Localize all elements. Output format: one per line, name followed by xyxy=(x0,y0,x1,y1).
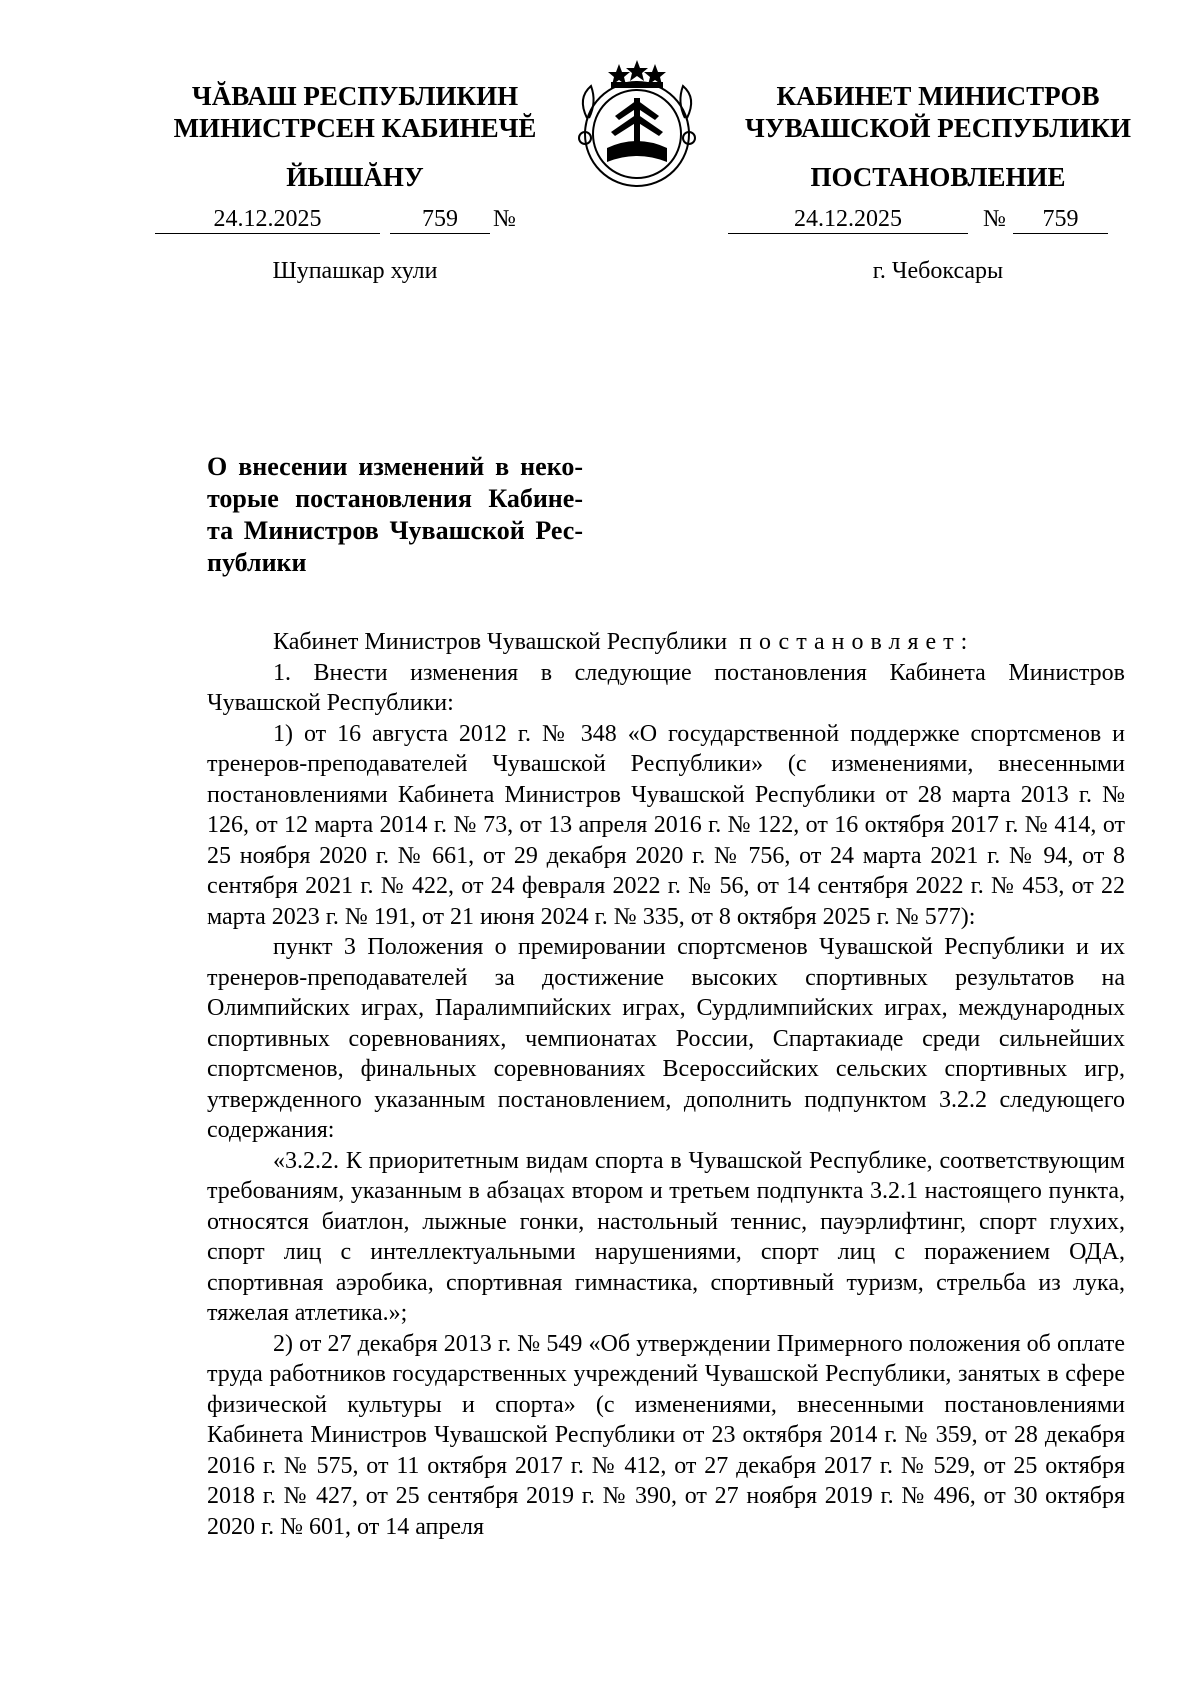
preamble-decree-word: постановляет: xyxy=(739,629,975,655)
subject-line: публики xyxy=(207,548,307,577)
left-city: Шупашкар хули xyxy=(272,258,438,284)
left-number-sign: № xyxy=(493,206,516,232)
preamble-text: Кабинет Министров Чувашской Республики xyxy=(273,629,728,655)
paragraph-4: «3.2.2. К приоритетным видам спорта в Чувашской Республике, соответствующим требованиям, указанным в абзацах втором и третьем подпункта 3.2.1 настоящего пункта, относятся биатлон, лыжные гонки, настольный теннис, пауэрлифтинг, спорт глухих, спорт лиц с интеллектуальными нарушениями, спорт лиц с поражением ОДА, спортивная аэробика, спортивная гимнастика, спортивный туризм, стрельба из лука, тяжелая атлетика.»; xyxy=(207,1147,1125,1326)
paragraph-5: 2) от 27 декабря 2013 г. № 549 «Об утверждении Примерного положения об оплате труда работников государственных учреждений Чувашской Республики, занятых в сфере физической культуры и спорта» (с изменениями, внесенными постановлениями Кабинета Министров Чувашской Республики от 23 октября 2014 г. № 359, от 28 декабря 2016 г. № 575, от 11 октября 2017 г. № 412, от 27 декабря 2017 г. № 529, от 25 октября 2018 г. № 427, от 25 сентября 2019 г. № 390, от 27 ноября 2019 г. № 496, от 30 октября 2020 г. № 601, от 14 апреля xyxy=(207,1330,1125,1540)
preamble xyxy=(207,627,1125,658)
document-body xyxy=(207,627,1125,1542)
subject-line: та Министров Чувашской Рес- xyxy=(207,516,583,545)
left-header-line2: МИНИСТРСЕН КАБИНЕЧĔ xyxy=(173,113,537,143)
left-number-field: 759 xyxy=(390,205,490,234)
left-header-line1: ЧĂВАШ РЕСПУБЛИКИН xyxy=(191,81,519,111)
right-header-title xyxy=(728,80,1148,144)
right-date-field: 24.12.2025 xyxy=(728,205,968,234)
document-subject xyxy=(207,451,583,579)
left-header-title xyxy=(160,80,550,144)
coat-of-arms-icon xyxy=(567,58,707,192)
left-date-field: 24.12.2025 xyxy=(155,205,380,234)
right-number-field: 759 xyxy=(1013,205,1108,234)
paragraph-2: 1) от 16 августа 2012 г. № 348 «О государственной поддержке спортсменов и тренеров-преподавателей Чувашской Республики» (с изменениями, внесенными постановлениями Кабинета Министров Чувашской Республики от 28 марта 2013 г. № 126, от 12 марта 2014 г. № 73, от 13 апреля 2016 г. № 122, от 16 октября 2017 г. № 414, от 25 ноября 2020 г. № 661, от 29 декабря 2020 г. № 756, от 24 марта 2021 г. № 94, от 8 сентября 2021 г. № 422, от 24 февраля 2022 г. № 56, от 14 сентября 2022 г. № 453, от 22 марта 2023 г. № 191, от 21 июня 2024 г. № 335, от 8 октября 2025 г. № 577): xyxy=(207,720,1125,930)
right-header-line1: КАБИНЕТ МИНИСТРОВ xyxy=(776,81,1100,111)
right-header-line2: ЧУВАШСКОЙ РЕСПУБЛИКИ xyxy=(745,113,1131,143)
subject-line: торые постановления Кабине- xyxy=(207,484,583,513)
right-doc-type: ПОСТАНОВЛЕНИЕ xyxy=(810,162,1066,192)
paragraph-3: пункт 3 Положения о премировании спортсменов Чувашской Республики и их тренеров-преподавателей за достижение высоких спортивных результатов на Олимпийских играх, Паралимпийских играх, Сурдлимпийских играх, международных спортивных соревнованиях, чемпионатах России, Спартакиаде среди сильнейших спортсменов, финальных соревнованиях Всероссийских сельских спортивных игр, утвержденного указанным постановлением, дополнить подпунктом 3.2.2 следующего содержания: xyxy=(207,934,1125,1143)
right-number-sign: № xyxy=(983,206,1006,232)
paragraph-1: 1. Внести изменения в следующие постановления Кабинета Министров Чувашской Республики: xyxy=(207,659,1125,716)
subject-line: О внесении изменений в неко- xyxy=(207,452,583,481)
right-city: г. Чебоксары xyxy=(872,258,1004,284)
left-doc-type: ЙЫШĂНУ xyxy=(286,162,424,192)
